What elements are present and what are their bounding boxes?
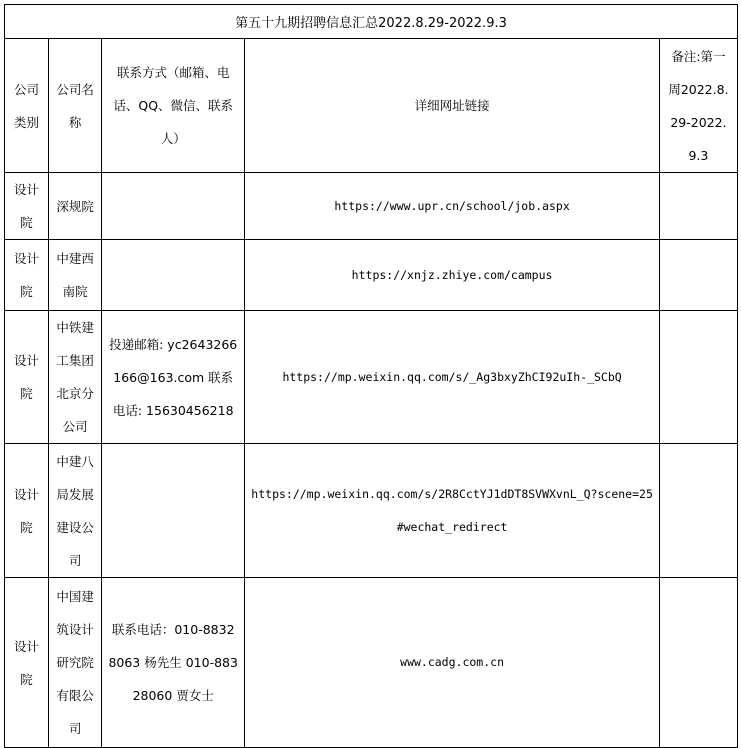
row-link[interactable]: www.cadg.com.cn [245,578,660,748]
table-row [5,578,738,748]
header-note: 备注:第一周2022.8.29-2022.9.3 [659,39,737,173]
header-contact: 联系方式（邮箱、电话、QQ、微信、联系人） [102,39,245,173]
table-row [5,173,738,240]
row-company: 深规院 [49,173,102,240]
sheet-title: 第五十九期招聘信息汇总2022.8.29-2022.9.3 [4,4,738,38]
recruitment-table [4,38,738,748]
row-category: 设计院 [5,240,49,311]
row-note [659,311,737,444]
row-contact [102,240,245,311]
row-link[interactable]: https://mp.weixin.qq.com/s/2R8CctYJ1dDT8SVWXvnL_Q?scene=25#wechat_redirect [245,444,660,578]
header-category: 公司类别 [5,39,49,173]
row-contact: 联系电话：010-88328063 杨先生 010-88328060 贾女士 [102,578,245,748]
row-company: 中铁建工集团北京分公司 [49,311,102,444]
row-contact [102,173,245,240]
table-row [5,240,738,311]
row-category: 设计院 [5,311,49,444]
row-company: 中国建筑设计研究院有限公司 [49,578,102,748]
row-note [659,578,737,748]
row-link[interactable]: https://xnjz.zhiye.com/campus [245,240,660,311]
row-link[interactable]: https://mp.weixin.qq.com/s/_Ag3bxyZhCI92uIh-_SCbQ [245,311,660,444]
row-category: 设计院 [5,173,49,240]
row-link[interactable]: https://www.upr.cn/school/job.aspx [245,173,660,240]
row-company: 中建西南院 [49,240,102,311]
table-row [5,311,738,444]
row-category: 设计院 [5,578,49,748]
row-contact [102,444,245,578]
header-row [5,39,738,173]
table-row [5,444,738,578]
row-company: 中建八局发展建设公司 [49,444,102,578]
row-note [659,444,737,578]
row-category: 设计院 [5,444,49,578]
recruitment-sheet [4,4,738,748]
header-link: 详细网址链接 [245,39,660,173]
row-note [659,240,737,311]
row-note [659,173,737,240]
row-contact: 投递邮箱: yc2643266166@163.com 联系电话: 15630456218 [102,311,245,444]
header-company: 公司名称 [49,39,102,173]
